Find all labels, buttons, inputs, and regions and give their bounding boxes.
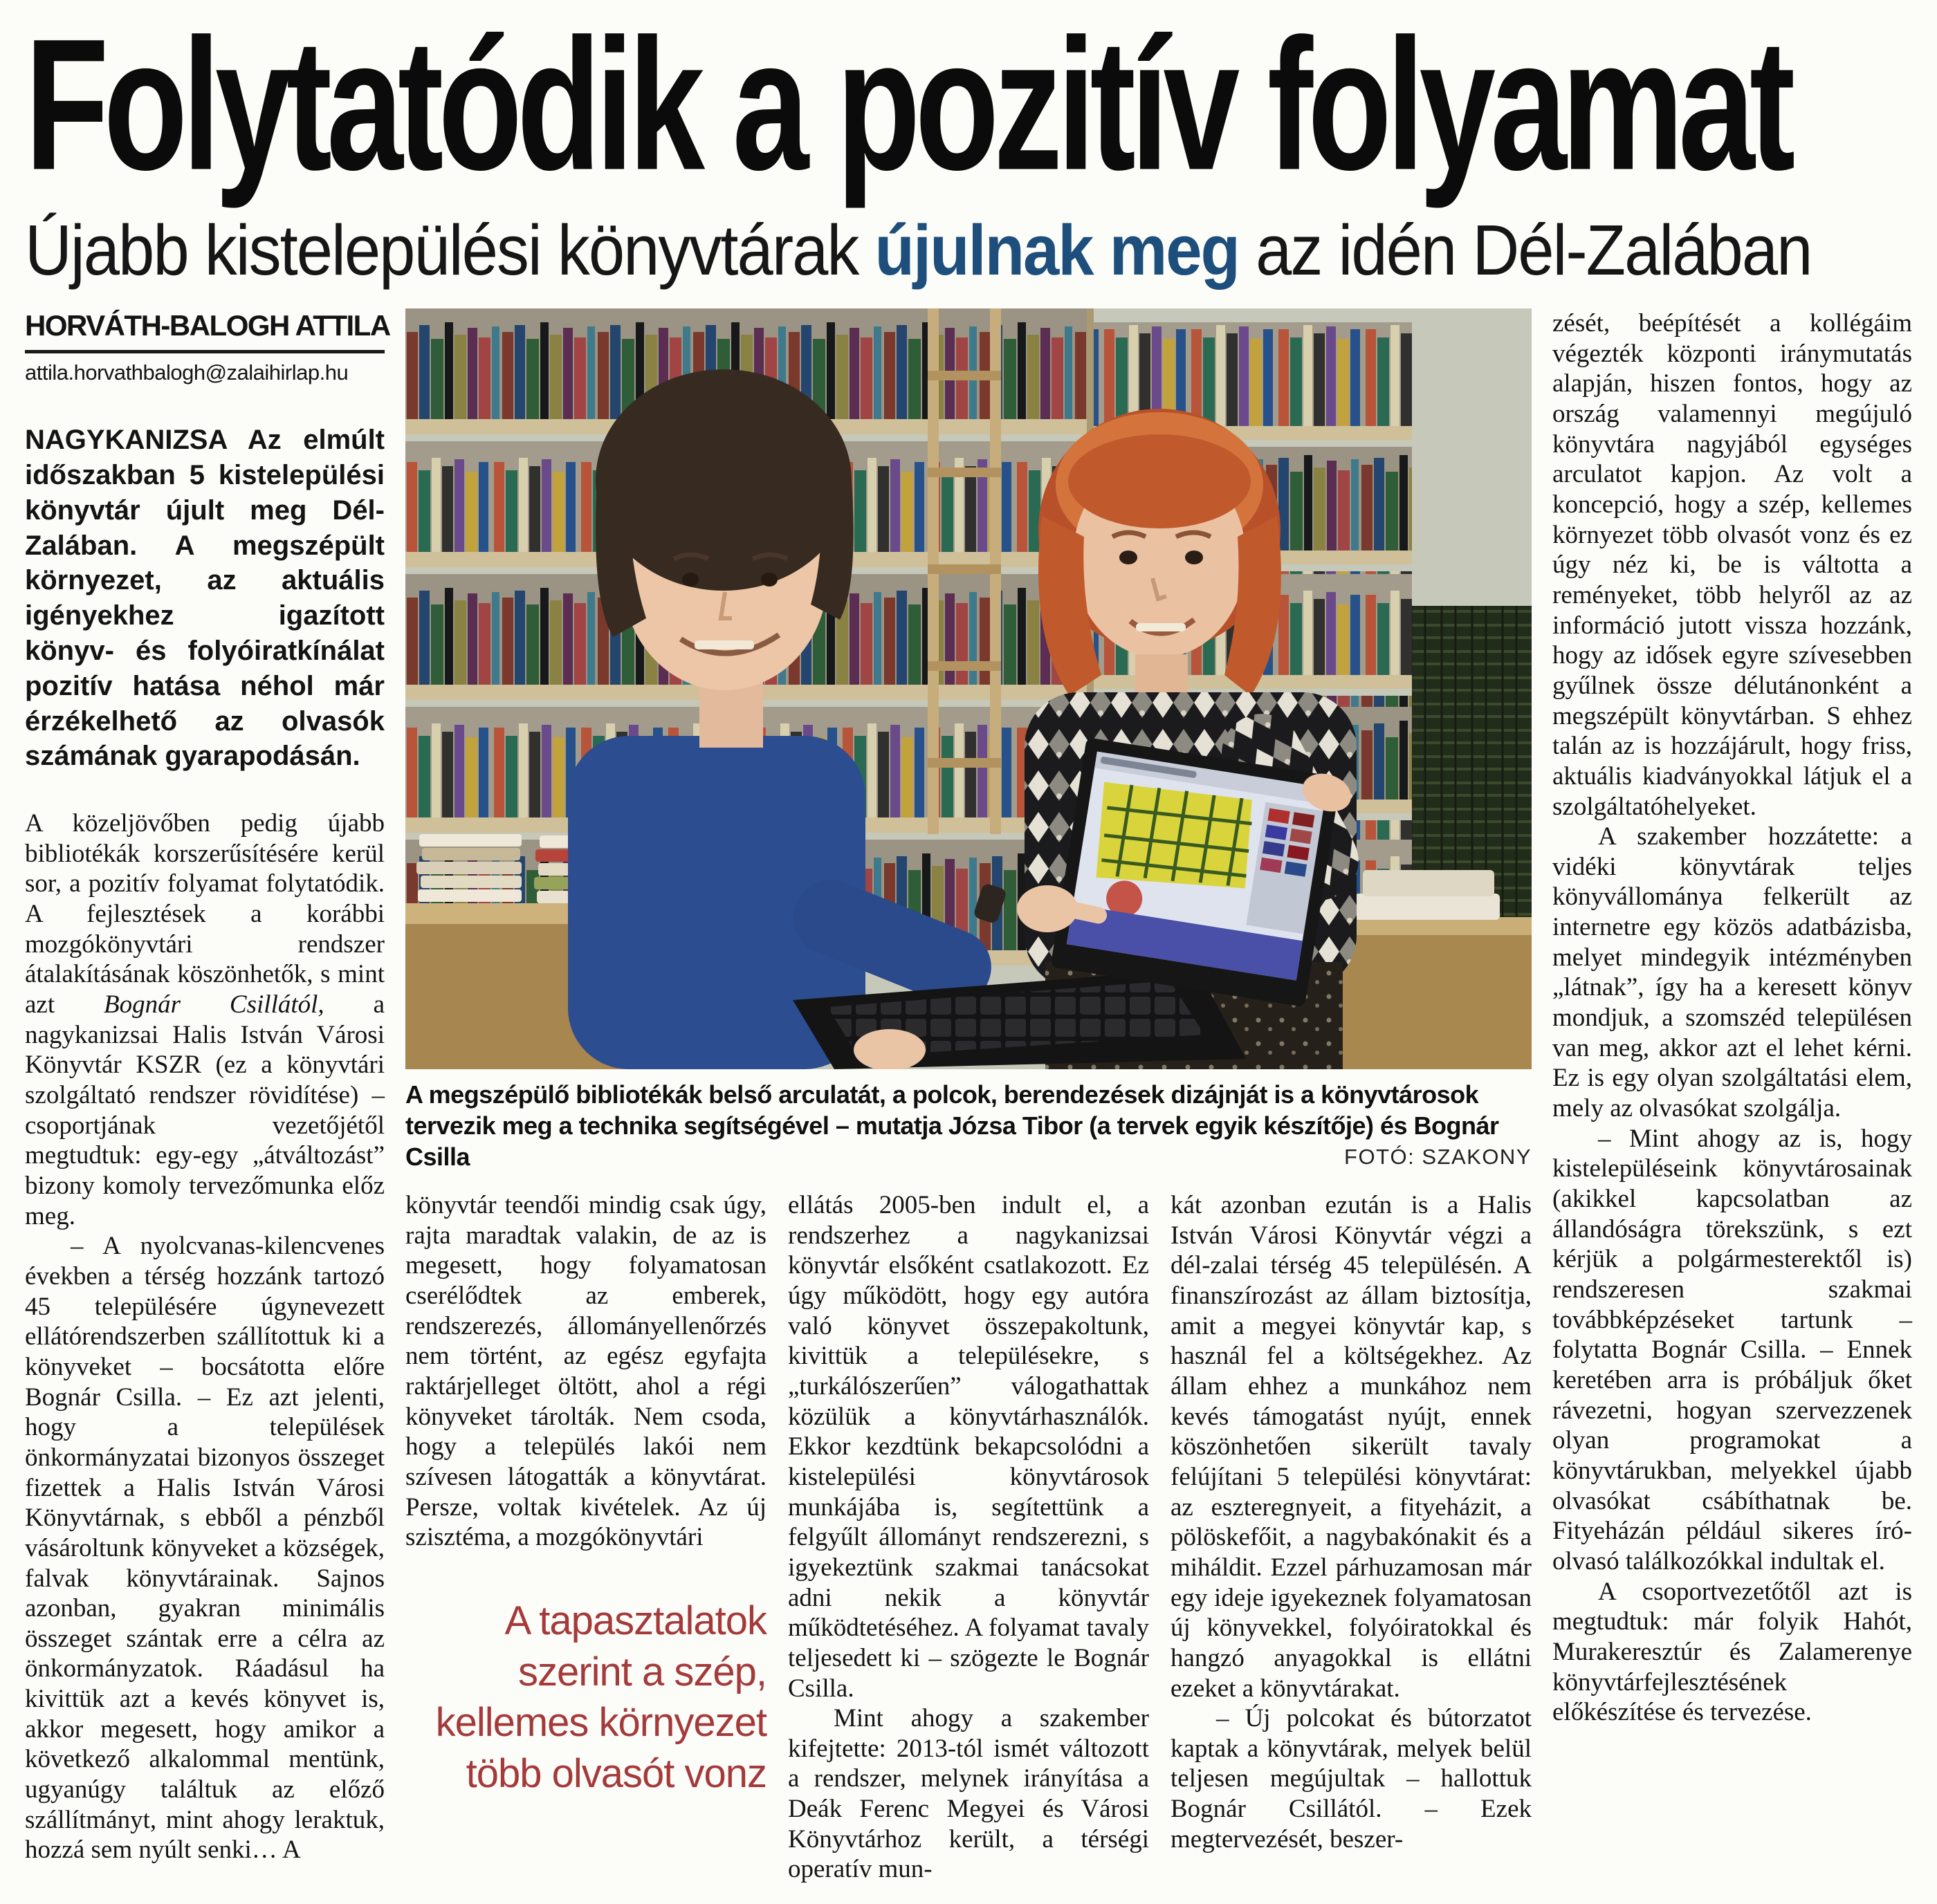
- body-paragraph: ellátás 2005-ben indult el, a rendszerhez a nagykanizsai könyvtár elsőként csatlakozott. Ez úgy működött, hogy egy autóra való könyvet összepakoltunk, kivittük a településekre, s „turkálószerűen” válogathattak közülük a könyvtárhasználók. Ekkor kezdtünk bekapcsolódni a kistelepülési könyvtárosok munkájába is, segítettünk a felgyűlt állományt rendszerezni, s igyekeztünk szakmai tanácsokat adni nekik a könyvtár működtetéséhez. A folyamat tavaly teljesedett ki – szögezte le Bognár Csilla.: [788, 1191, 1149, 1703]
- lead-text: Az elmúlt időszakban 5 kistelepülési könyvtár újult meg Dél-Zalában. A megszépült környezet, az aktuális igényekhez igazított könyv- és folyóiratkínálat pozitív hatása néhol már érzékelhető az olvasók számának gyarapodásán.: [25, 425, 385, 772]
- laptop-screen: [1050, 737, 1341, 1007]
- article-photo: [405, 308, 1532, 1069]
- lead-location: NAGYKANIZSA: [25, 425, 227, 456]
- man-eye: [682, 573, 699, 586]
- body-paragraph: A szakember hozzátette: a vidéki könyvtárak teljes könyvállománya felkerült az internetre egy közös adatbázisba, melyet mindegyik intézményben „látnak”, így ha a keresett könyv mondjuk, a szomszéd településen van meg, akkor azt el lehet kérni. Ez is egy olyan szolgáltatási elem, mely az olvasókat szolgálja.: [1552, 822, 1912, 1123]
- article-headline: Folytatódik a pozitív folyamat: [25, 0, 1790, 210]
- author-byline: HORVÁTH-BALOGH ATTILA: [25, 308, 385, 353]
- caption-text: A megszépülő bibliotékák belső arculatát, a polcok, berendezések dizájnját is a könyvtárosok tervezik meg a technika segítségével – mutatja Józsa Tibor (a tervek egyik készítője) és Bognár Csilla: [405, 1080, 1499, 1171]
- photo-caption: [405, 1079, 1532, 1172]
- man-neck: [699, 682, 763, 748]
- author-email: attila.horvathbalogh@zalaihirlap.hu: [25, 360, 349, 385]
- italic-name: Bognár Csillától,: [104, 990, 324, 1019]
- text-column-3: [788, 1190, 1149, 1885]
- photo-illustration: [405, 308, 1532, 1069]
- text-column-5: [1552, 308, 1912, 1885]
- subheadline-text-post: az idén Dél-Zalában: [1238, 210, 1812, 290]
- subheadline-text-pre: Újabb kistelepülési könyvtárak: [25, 210, 875, 290]
- woman-eye: [1119, 551, 1137, 564]
- body-paragraph: kát azonban ezután is a Halis István Városi Könyvtár végzi a dél-zalai térség 45 településén. A finanszírozást az állam biztosítja, amit a megyei könyvtár kap, s használ fel a költségekhez. Az állam ehhez a munkához nem kevés támogatást nyújt, ennek köszönhetően sikerült tavaly felújítani 5 települési könyvtárat: az eszteregnyeit, a fityeházit, a pölöskefőit, a nagybakónakit és a miháldit. Ezzel párhuzamosan már egy ideje igyekeznek folyamatosan új könyvekkel, folyóiratokkal és hangzó anyagokkal is ellátni ezeket a könyvtárakat.: [1171, 1191, 1532, 1703]
- body-paragraph: – Új polcokat és bútorzatot kaptak a könyvtárak, melyek belül teljesen megújultak – hallottuk Bognár Csillától. – Ezek megtervezését, beszer-: [1171, 1704, 1532, 1854]
- woman-eye: [1185, 551, 1203, 564]
- body-paragraph: Mint ahogy a szakember kifejtette: 2013-tól ismét változott a rendszer, melynek irányítása a Deák Ferenc Megyei és Városi Könyvtárhoz került, a térségi operatív mun-: [788, 1704, 1149, 1884]
- text-column-1: [25, 308, 390, 1885]
- lead-paragraph: [25, 423, 385, 774]
- text-column-2: [405, 1190, 766, 1885]
- pull-quote: A tapasztalatok szerint a szép, kellemes környezet több olvasót vonz: [435, 1598, 766, 1796]
- body-paragraph: A csoportvezetőtől azt is megtudtuk: már folyik Hahót, Murakeresztúr és Zalamerenye könyvtárfejlesztésének előkészítése és tervezése.: [1552, 1577, 1912, 1727]
- man-eye: [761, 573, 778, 586]
- paragraph-text: a nagykanizsai Halis István Városi Könyvtár KSZR (ez a könyvtári szolgáltató rendszer rövidítése) – csoportjának vezetőjétől megtudtuk: egy-egy „átváltozást” bizony komoly tervezőmunka előz meg.: [25, 990, 385, 1230]
- paragraph-text: A közeljövőben pedig újabb bibliotékák korszerűsítésére kerül sor, a pozitív folyamat folytatódik. A fejlesztések a korábbi mozgókönyvtári rendszer átalakításának köszönhetők, s mint azt: [25, 809, 385, 1019]
- article-subheadline: [25, 210, 1912, 290]
- middle-section: [405, 308, 1532, 1885]
- text-column-4: [1171, 1190, 1532, 1885]
- man-holding-hand: [854, 1029, 926, 1069]
- body-paragraph: könyvtár teendői mindig csak úgy, rajta maradtak valakin, de az is megesett, hogy folyamatosan cserélődtek az emberek, rendszerezés, állományellenőrzés nem történt, az egész egyfajta raktárjelleget öltött, ahol a régi könyveket tárolták. Nem csoda, hogy a település lakói nem szívesen látogatták a könyvtárat. Persze, voltak kivételek. Az új szisztéma, a mozgókönyvtári: [405, 1191, 766, 1552]
- body-paragraph: – Mint ahogy az is, hogy kistelepüléseink könyvtárosainak (akikkel kapcsolatban az állandóságra törekszünk, s ezt kérjük a polgármesterektől is) rendszeresen szakmai továbbképzéseket tartunk – folytatta Bognár Csilla. – Ennek keretében arra is próbáljuk őket rávezetni, hogyan szervezzenek olyan programokat a könyvtárukban, melyekkel újabb olvasókat csábíthatnak be. Fityeházán például sikeres író-olvasó találkozókkal indultak el.: [1552, 1124, 1912, 1575]
- photo-credit: FOTÓ: SZAKONY: [1344, 1145, 1532, 1170]
- woman-fringe: [1068, 434, 1251, 528]
- body-paragraph: – A nyolcvanas-kilencvenes években a térség hozzánk tartozó 45 településére úgynevezett ellátórendszerben szállítottuk ki a könyveket – bocsátotta előre Bognár Csilla. – Ez azt jelenti, hogy a települések önkormányzatai bizonyos összeget fizettek a Halis István Városi Könyvtárnak, s ebből a pénzből vásároltunk könyveket a községek, falvak könyvtárainak. Sajnos azonban, gyakran minimális összeget szántak erre a célra az önkormányzatok. Ráadásul ha kivittük azt a kevés könyvet is, akkor megesett, hogy amikor a következő alkalommal mentünk, ugyanúgy találtuk az előző szállítmányt, mint ahogy leraktuk, hozzá sem nyúlt senki… A: [25, 1232, 385, 1865]
- subheadline-highlight: újulnak meg: [874, 210, 1239, 290]
- body-paragraph: [25, 808, 385, 1231]
- body-paragraph: zését, beépítését a kollégáim végezték központi iránymutatás alapján, hiszen fontos, hogy az ország valamennyi megújuló könyvtára nagyjából egységes arculatot kapjon. Az volt a koncepció, hogy a szép, kellemes környezet több olvasót vonz és ez úgy néz ki, be is váltotta a reményeket, több helyről az az információ jutott vissza hozzánk, hogy az idősek egyre szívesebben gyűlnek össze délutánonként a megszépült könyvtárban. S ehhez talán az is hozzájárult, hogy friss, aktuális kiadványokkal látjuk el a szolgáltatóhelyeket.: [1552, 309, 1912, 821]
